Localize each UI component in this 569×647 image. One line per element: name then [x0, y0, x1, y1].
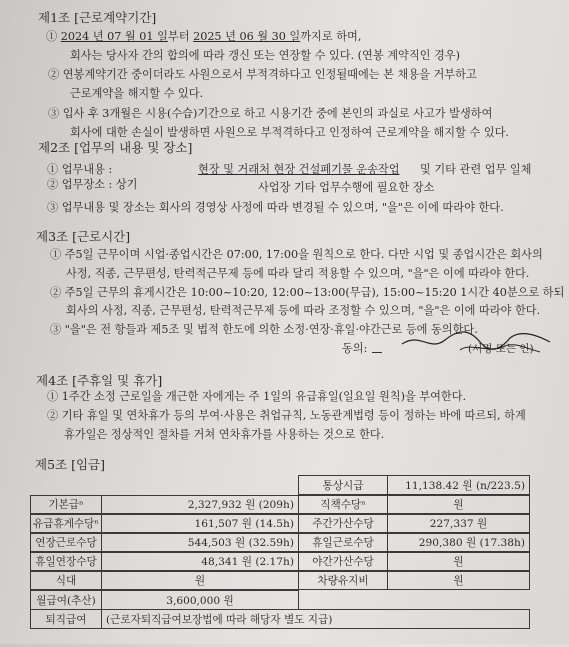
- wage-label: 주간가산수당: [298, 514, 388, 533]
- article4-line2: ② 기타 휴일 및 연차휴가 등의 부여·사용은 취업규칙, 노동관계법령 등이 정하는 바에 따르되, 하계: [47, 409, 526, 422]
- monthly-pay-label: 월급여(추산): [30, 590, 102, 610]
- sign-label: (서명 또는 인): [468, 343, 534, 355]
- clause-number: ①: [46, 30, 61, 43]
- article1-line5: ③ 입사 후 3개월은 시용(수습)기간으로 하고 시용기간 중에 본인의 과실로 사고가 발생하여: [48, 107, 493, 120]
- text: 부터: [167, 30, 194, 43]
- article1-line2: 회사는 당사자 간의 합의에 따라 갱신 또는 연장할 수 있다. (연봉 계약직인 경우): [70, 49, 460, 62]
- article2-heading: 제2조 [업무의 내용 및 장소]: [38, 140, 193, 155]
- wage-label: 휴일연장수당: [30, 552, 102, 571]
- contract-end-date: 2025 년 06 월 30 일: [193, 30, 301, 43]
- wage-value: 2,327,932 원 (209h): [101, 495, 299, 514]
- wage-table: [30, 475, 530, 647]
- wage-label: 직책수당ⁿ: [298, 495, 388, 514]
- article1-line4: 근로계약을 해지할 수 있다.: [70, 87, 204, 100]
- agree-label: 동의:: [342, 342, 368, 355]
- wage-value: 원: [387, 495, 530, 514]
- article3-line5: ③ "을"은 전 항들과 제5조 및 법적 한도에 의한 소정·연장·휴일·야간근로 등에 동의한다.: [50, 323, 478, 336]
- wage-label: 식대: [30, 571, 102, 590]
- workplace-detail: 사업장 기타 업무수행에 필요한 장소: [258, 181, 435, 194]
- job-content-tail: 및 기타 관련 업무 일체: [420, 163, 532, 176]
- severance-label: 퇴직급여: [30, 609, 102, 629]
- article1-line6: 회사에 대한 손실이 발생하면 사원으로 부적격하다고 인정하여 근로계약을 해지할 수 있다.: [70, 126, 509, 139]
- wage-label: 연장근로수당: [30, 533, 102, 552]
- article5-heading: 제5조 [임금]: [35, 457, 105, 472]
- ordinary-hourly-label: 통상시급: [298, 475, 388, 495]
- text: 까지로 하며,: [300, 30, 362, 43]
- article1-heading: 제1조 [근로계약기간]: [38, 10, 157, 25]
- signature-scribble: [400, 322, 560, 362]
- article1-line3: ② 연봉계약기간 중이더라도 사원으로서 부적격하다고 인정될때에는 본 채용을 거부하고: [48, 68, 477, 81]
- ordinary-hourly-value: 11,138.42 원 (n/223.5): [387, 475, 530, 495]
- wage-value: 161,507 원 (14.5h): [101, 514, 299, 533]
- wage-value: 원: [101, 571, 299, 590]
- article4-heading: 제4조 [주휴일 및 휴가]: [36, 373, 163, 388]
- article3-heading: 제3조 [근로시간]: [36, 229, 131, 244]
- job-content-value: 현장 및 거래처 현장 건설폐기물 운송작업: [198, 163, 400, 176]
- wage-value: 원: [387, 571, 530, 590]
- wage-label: 차량유지비: [298, 571, 388, 590]
- article1-line1: [46, 28, 361, 44]
- wage-label: 유급휴게수당ⁿ: [30, 514, 102, 533]
- wage-label: 야간가산수당: [298, 552, 388, 571]
- article3-line4: 회사의 사정, 직종, 근무편성, 탄력적근무제 등에 따라 조정할 수 있으며, "을"은 이에 따라야 한다.: [66, 304, 541, 317]
- severance-value: (근로자퇴직급여보장법에 따라 해당자 별도 지급): [101, 609, 530, 629]
- article4-line1: ① 1주간 소정 근로일을 개근한 자에게는 주 1일의 유급휴일(일요일 원칙)을 부여한다.: [47, 390, 467, 403]
- article2-line4: ③ 업무내용 및 장소는 회사의 경영상 사정에 따라 변경될 수 있으며, "을"은 이에 따라야 한다.: [47, 201, 504, 214]
- article3-line3: ② 주5일 근무의 휴게시간은 10:00~10:20, 12:00~13:00(무급), 15:00~15:20 1시간 40분으로 하되: [50, 286, 565, 299]
- wage-value: 227,337 원: [387, 514, 530, 533]
- contract-start-date: 2024 년 07 월 01 일: [60, 30, 168, 43]
- wage-value: 290,380 원 (17.38h): [387, 533, 530, 552]
- article4-line3: 휴가일은 정상적인 절차를 거쳐 연차휴가를 사용하는 것으로 한다.: [64, 428, 385, 441]
- wage-value: 544,503 원 (32.59h): [101, 533, 299, 552]
- article3-line2: 사정, 직종, 근무편성, 탄력적근무제 등에 따라 달리 적용할 수 있으며, "을"은 이에 따라야 한다.: [66, 267, 530, 280]
- wage-label: 기본급ⁿ: [30, 495, 102, 514]
- workplace-label: ② 업무장소 : 상기: [47, 178, 138, 191]
- agree-blank: [372, 352, 382, 353]
- wage-label: 휴일근로수당: [298, 533, 388, 552]
- job-content-label: ① 업무내용 :: [47, 163, 113, 176]
- wage-value: 48,341 원 (2.17h): [101, 552, 299, 571]
- article3-line1: ① 주5일 근무이며 시업·종업시간은 07:00, 17:00을 원칙으로 한다. 다만 시업 및 종업시간은 회사의: [50, 248, 543, 261]
- wage-value: 원: [387, 552, 530, 571]
- monthly-pay-value: 3,600,000 원: [101, 590, 299, 610]
